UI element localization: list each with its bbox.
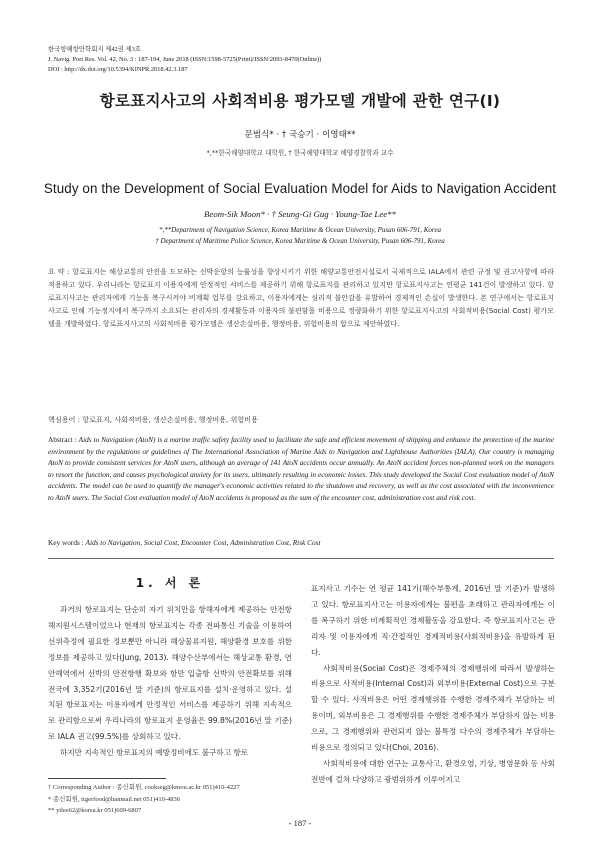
- affiliation-korean: *,**한국해양대학교 대학원, † 한국해양대학교 해양경찰학과 교수: [206, 149, 394, 157]
- footnote-corresponding: † Corresponding Author : 종신회원, cookseg@kmou.ac.kr 051)410-4227: [48, 784, 240, 791]
- affiliation-english-1: *,**Department of Navigation Science, Korea Maritime & Ocean University, Pusan 606-791, Korea: [159, 226, 441, 234]
- footnotes: [48, 782, 348, 817]
- body-paragraph: 사회적비용에 대한 연구는 교통사고, 환경오염, 기상, 병영문화 등 사회전반에 걸쳐 다양하고 광범위하게 이루어지고: [311, 758, 555, 784]
- footnote-author-1: * 종신회원, tigerfood@hanmail.net 051)410-4836: [48, 795, 181, 803]
- authors-english: Beom-Sik Moon* · † Seung-Gi Gug · Young-Tae Lee**: [204, 209, 396, 219]
- body-left-column: [48, 602, 292, 761]
- journal-name-ko: 한국항해항만학회지 제42권 제3호: [48, 46, 142, 53]
- section-heading: 1. 서 론: [135, 576, 205, 590]
- body-right-column: [311, 581, 555, 788]
- affiliation-english-2: † Department of Maritime Police Science, Korea Maritime & Ocean University, Pusan 606-791, Korea: [155, 237, 445, 245]
- title-english: Study on the Development of Social Evaluation Model for Aids to Navigation Accident: [43, 181, 557, 196]
- keywords-english-text: Aids to Navigation, Social Cost, Encounter Cost, Administration Cost, Risk Cost: [85, 538, 321, 547]
- body-paragraph: 표지사고 기수는 연 평균 141기(해수부통계, 2016년 말 기준)가 발생하고 있다. 항로표지사고는 이용자에게는 불편을 초래하고 관리자에게는 이를 복구하기 위한 비계획적인 경제활동을 강요한다. 즉 항로표지사고는 관리자 및 이용자에게 직·간접적인 경제적비용(사회적비용)을 유발하게 된다.: [311, 584, 555, 657]
- keywords-english: [48, 538, 554, 547]
- section-divider: [48, 558, 554, 559]
- journal-header: [48, 45, 321, 75]
- page-number: - 187 -: [288, 818, 312, 828]
- title-korean: 항로표지사고의 사회적비용 평가모델 개발에 관한 연구(I): [99, 92, 501, 110]
- body-paragraph: 하지만 지속적인 항로표지의 예방정비에도 불구하고 항로: [60, 748, 249, 758]
- abstract-english: [48, 434, 554, 503]
- abstract-korean: 요 약 : 항로표지는 해상교통의 안전을 도모하는 선박운항의 능률성을 향상시키기 위한 해양교통안전시설로서 국제적으로 IALA에서 관련 규정 및 권고사항에 따라 적용하고 있다. 우리나라는 항로표지 이용자에게 안정적인 서비스를 제공하기 위해 항로표지를 관리하고 있지만 항로표지사고는 연평균 141건이 발생하고 있다. 항로표지사고는 관리자에게 기능을 복구시켜야 비계획 업무를 강요하고, 이용자에게는 심리적 불안감을 유발하여 경제적인 손실이 발생한다. 본 연구에서는 항로표지사고로 인해 기능정지에서 복구까지 소요되는 관리자의 경제활동과 이용자의 불편함을 비용으로 정량화하기 위한 항로표지사고의 사회적비용(Social Cost) 평가모델을 개발하였다. 항로표지사고의 사회적비용 평가모델은 생산손실비용, 행정비용, 위험비용의 합으로 제안하였다.: [48, 267, 554, 328]
- journal-citation: J. Navig. Port Res. Vol. 42, No. 3 : 187-194, June 2018 (ISSN:1598-5725(Print)/ISSN:2093-8470(Online)): [48, 56, 322, 63]
- abstract-english-label: Abstract :: [48, 435, 79, 444]
- keywords-english-label: Key words :: [48, 538, 86, 547]
- keywords-korean: 핵심용어 : 항로표지, 사회적비용, 생산손실비용, 행정비용, 위험비용: [48, 415, 258, 424]
- body-paragraph: 사회적비용(Social Cost)은 경제주체의 경제행위에 따라서 발생하는 비용으로 사적비용(Internal Cost)과 외부비용(External Cost)으로 구분할 수 있다. 사적비용은 어떤 경제행위를 수행한 경제주체가 부담하는 비용이며, 외부비용은 그 경제행위를 수행한 경제주체가 부담하지 않는 비용으로, 그 경제행위와 관련되지 않는 불특정 다수의 경제주체가 부담하는 비용으로 정의되고 있다(Choi, 2016).: [311, 663, 555, 753]
- authors-korean: 문범식* · † 국승기 · 이영태**: [244, 130, 356, 140]
- footnote-divider: [48, 778, 166, 779]
- doi-line: DOI : http://dx.doi.org/10.5394/KINPR.2018.42.3.187: [48, 66, 188, 73]
- body-paragraph: 과거의 항로표지는 단순히 자기 위치만을 항해자에게 제공하는 안전항해지원시스템이었으나 현재의 항로표지는 각종 전파통신 기술을 이용하여 선위측정에 필요한 정보뿐만 아니라 해상물류지원, 해양환경 보호를 위한 정보를 제공하고 있다(Jung, 2013). 해양수산부에서는 해상교통 환경, 연안해역에서 선박의 안전항행 확보와 항만 입출항 선박의 안전확보를 위해 전국에 3,352기(2016년 말 기준)의 항로표지를 설치·운영하고 있다. 설치된 항로표지는 이용자에게 안정적인 서비스를 제공하기 위해 지속적으로 관리함으로써 우리나라의 항로표지 운영율은 99.8%(2016년 말 기준)로 IALA 권고(99.5%)를 상회하고 있다.: [48, 605, 292, 742]
- footnote-author-2: ** ytlee62@korea.kr 051)609-6807: [48, 807, 142, 814]
- abstract-english-text: Aids to Navigation (AtoN) is a marine traffic safety facility used to facilitate the safe and efficient movement of shipping and enhance the protection of the marine environment by the regulations or guidelines of The International Association of Marine Aids to Navigation and Lighthouse Authorities (IALA). Our country is managing AtoN to provide consistent services for AtoN users, although an average of 141 AtoN accidents occur annually. An AtoN accident forces non-planned work on the managers to resort the function, and causes psychological anxiety for its users, ultimately resulting in economic losses. This study developed the Social Cost evaluation model of AtoN accidents. The model can be used to quantify the manager's economic activities related to the shutdown and recovery, as well as the cost associated with the inconvenience to AtoN users. The Social Cost evaluation model of AtoN accidents is proposed as the sum of the encounter cost, administration cost and risk cost.: [48, 435, 554, 502]
